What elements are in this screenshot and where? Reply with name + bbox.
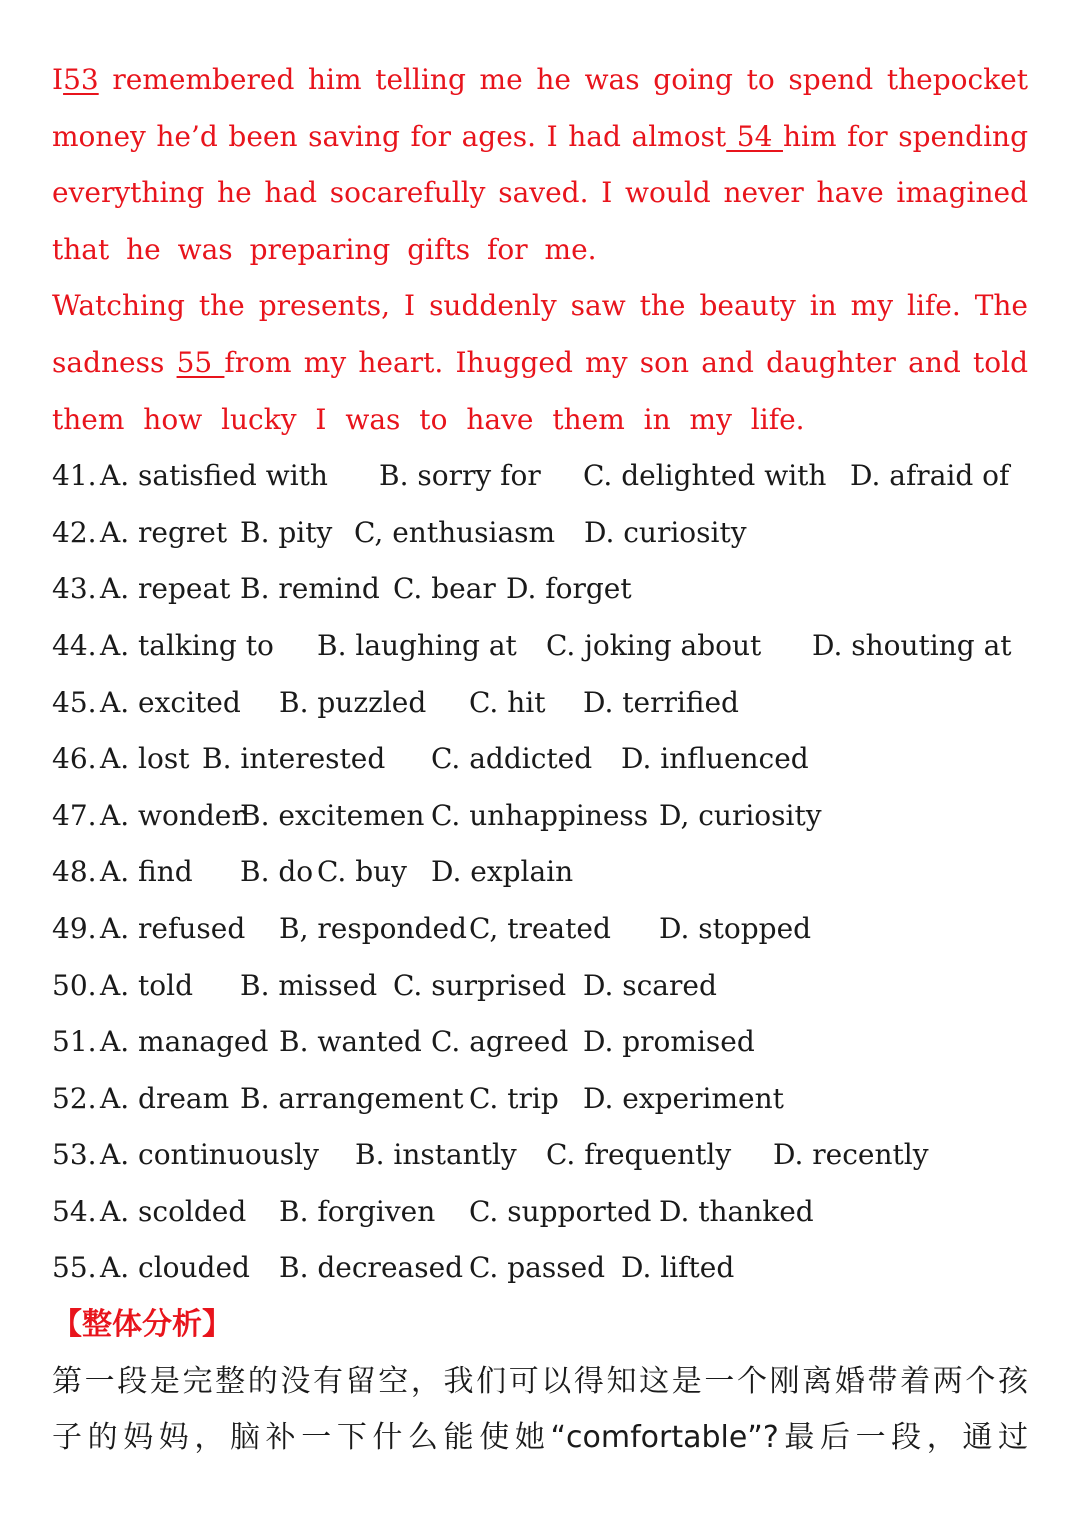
question-row [52,788,1028,845]
option-b: B. arrangement [240,1081,464,1115]
question-row [52,448,1028,505]
option-b: B. forgiven [279,1194,436,1228]
question-number: 50. [52,968,97,1002]
option-d: D, curiosity [659,798,822,832]
question-number: 47. [52,798,97,832]
question-row [52,901,1028,958]
option-b: B. laughing at [317,628,517,662]
option-d: D. curiosity [584,515,747,549]
question-row [52,958,1028,1015]
option-a: A. excited [100,685,241,719]
option-d: D. stopped [659,911,812,945]
question-number: 53. [52,1138,97,1172]
option-d: D. forget [506,572,632,606]
option-d: D. thanked [659,1194,814,1228]
question-row [52,618,1028,675]
option-d: D. afraid of [850,459,1010,493]
passage-text: money he’d been saving for ages. I had almost [52,119,727,153]
option-b: B. sorry for [379,459,541,493]
option-d: D. promised [583,1025,755,1059]
passage-text: from my heart. Ihugged my son and daughter and told [224,345,1028,379]
option-d: D. shouting at [812,628,1012,662]
option-c: C. trip [469,1081,559,1115]
option-a: A. talking to [100,628,274,662]
blank-53: 53 [63,63,99,96]
question-row [52,505,1028,562]
analysis-line: 子的妈妈，脑补一下什么能使她“comfortable”?最后一段，通过 [52,1420,1028,1456]
option-c: C. delighted with [583,459,827,493]
question-number: 41. [52,459,97,493]
question-number: 43. [52,572,97,606]
option-c: C. unhappiness [431,798,649,832]
passage-text: that he was preparing gifts for me. [52,232,597,266]
question-number: 42. [52,515,97,549]
option-c: C. agreed [431,1025,569,1059]
passage-text: remembered him telling me he was going to spend thepocket [98,63,1028,96]
question-number: 52. [52,1081,97,1115]
option-d: D. terrified [583,685,739,719]
passage-line [52,335,1028,392]
question-row [52,731,1028,788]
option-a: A. find [100,855,193,889]
option-a: A. managed [100,1025,269,1059]
option-c: C. bear [393,572,496,606]
passage-paragraph-1 [52,52,1028,278]
option-a: A. lost [100,742,190,776]
option-a: A. clouded [100,1251,250,1285]
option-a: A. satisfied with [100,459,328,493]
passage-text: Watching the presents, I suddenly saw the beauty in my life. The [52,289,1028,323]
option-a: A. refused [100,911,246,945]
question-number: 44. [52,628,97,662]
passage-line [52,109,1028,166]
option-c: C. surprised [393,968,567,1002]
option-b: B. excitemen [240,798,425,832]
option-c: C. hit [469,685,546,719]
passage-line [52,392,1028,449]
question-number: 45. [52,685,97,719]
option-b: B. pity [240,515,333,549]
analysis-line: 第一段是完整的没有留空，我们可以得知这是一个刚离婚带着两个孩 [52,1363,1028,1399]
passage-line [52,165,1028,222]
option-a: A. wonder [100,798,245,832]
option-b: B. missed [240,968,378,1002]
question-number: 55. [52,1251,97,1285]
option-c: C. supported [469,1194,652,1228]
option-c: C, treated [469,911,611,945]
option-b: B. puzzled [279,685,427,719]
passage-text: them how lucky I was to have them in my life. [52,402,805,436]
question-number: 46. [52,742,97,776]
option-c: C. joking about [546,628,762,662]
question-number: 49. [52,911,97,945]
question-number: 54. [52,1194,97,1228]
question-row [52,1240,1028,1297]
option-c: C. buy [317,855,408,889]
option-b: B, responded [279,911,467,945]
option-c: C. passed [469,1251,606,1285]
passage-text: sadness [52,345,177,379]
option-d: D. lifted [621,1251,735,1285]
option-c: C, enthusiasm [354,515,556,549]
analysis-heading: 【整体分析】 [52,1307,232,1343]
option-c: C. frequently [546,1138,732,1172]
option-a: A. dream [100,1081,230,1115]
question-row [52,1184,1028,1241]
question-row [52,675,1028,732]
passage-text: I [52,63,64,96]
option-d: D. influenced [621,742,809,776]
option-b: B. remind [240,572,380,606]
question-list [52,448,1028,1297]
option-d: D. experiment [583,1081,784,1115]
option-d: D. explain [431,855,574,889]
passage-paragraph-2 [52,278,1028,448]
option-d: D. recently [773,1138,929,1172]
question-row [52,1014,1028,1071]
question-row [52,1071,1028,1128]
question-row [52,1127,1028,1184]
passage-text: him for spending [782,119,1028,153]
option-b: B. instantly [355,1138,517,1172]
option-c: C. addicted [431,742,593,776]
option-a: A. regret [100,515,228,549]
question-row [52,561,1028,618]
question-number: 51. [52,1025,97,1059]
blank-54: 54 [726,119,783,153]
passage-line [52,278,1028,335]
option-b: B. wanted [279,1025,422,1059]
passage-text: everything he had socarefully saved. I would never have imagined [52,176,1028,210]
option-a: A. repeat [100,572,231,606]
option-d: D. scared [583,968,717,1002]
option-b: B. decreased [279,1251,464,1285]
passage-line [52,222,1028,279]
option-a: A. continuously [100,1138,319,1172]
passage-line [52,52,1028,109]
option-a: A. scolded [100,1194,247,1228]
blank-55: 55 [176,345,225,379]
option-b: B. interested [202,742,386,776]
question-number: 48. [52,855,97,889]
option-b: B. do [240,855,314,889]
question-row [52,844,1028,901]
document-page [52,52,1028,1467]
option-a: A. told [100,968,194,1002]
